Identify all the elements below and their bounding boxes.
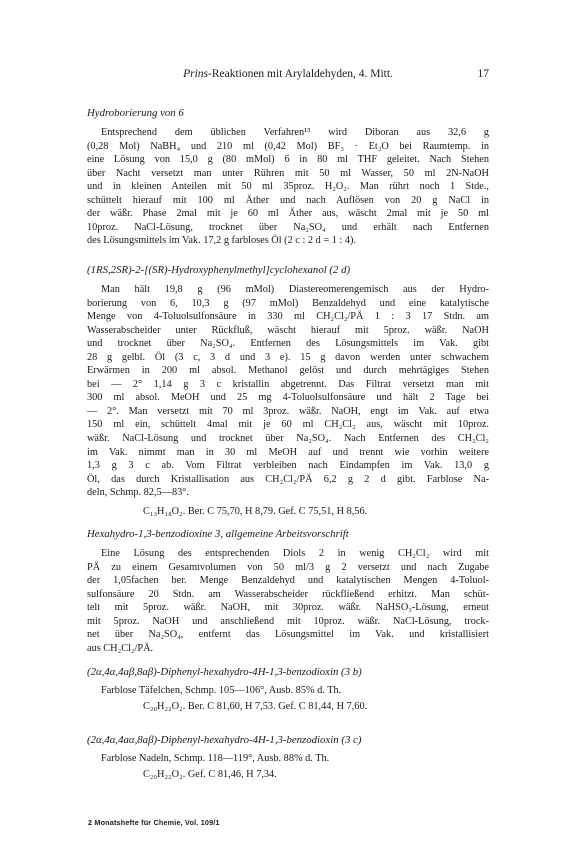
page xyxy=(87,68,489,84)
text-line: (0,28 Mol) NaBH₄ und 210 ml (0,42 Mol) BF₃ · Et₂O bei Raumtemp. in xyxy=(87,140,489,152)
text-line: des Lösungsmittels im Vak. 17,2 g farbloses Öl (2 c : 2 d = 1 : 4). xyxy=(87,235,357,247)
section-paragraph xyxy=(87,684,489,698)
text-line: borierung von 6, 10,3 g (97 mMol) Benzaldehyd und eine katalytische xyxy=(87,297,489,309)
text-line: Öl, das durch Kristallisation aus CH₂Cl₂/PÄ 6,2 g 2 d gibt. Farblose Na- xyxy=(87,473,489,485)
text-line: bei — 2° 1,14 g 3 c kristallin abgetrennt. Das Filtrat versetzt man mit xyxy=(87,378,489,390)
page-number: 17 xyxy=(477,68,489,80)
text-line: 1,3 g 3 c ab. Vom Filtrat verbleiben nach Eindampfen im Vak. 13,0 g xyxy=(87,460,489,472)
text-line: mit 5proz. NaOH und anschließend mit 10proz. wäßr. NaCl-Lösung, trock- xyxy=(87,615,489,627)
section-benzodioxine-general xyxy=(87,527,489,655)
text-line: Wasserabscheider unter Rückfluß, wäscht hierauf mit 5proz. wäßr. NaOH xyxy=(87,324,489,336)
text-line: Entsprechend dem üblichen Verfahren¹³ wird Diboran aus 32,6 g xyxy=(101,127,489,138)
text-line: wäßr. NaCl-Lösung und trocknet über Na₂SO₄. Nach Entfernen des CH₂Cl₂ xyxy=(87,433,489,445)
elemental-analysis: C₂₀H₂₂O₂. Gef. C 81,46, H 7,34. xyxy=(143,768,277,780)
section-paragraph xyxy=(87,283,489,500)
text-line: der 1,05fachen ber. Menge Benzaldehyd und katalytischen Mengen 4-Toluol- xyxy=(87,575,489,587)
section-paragraph xyxy=(87,126,489,248)
text-line: Menge von 4-Toluolsulfonsäure in 330 ml CH₂Cl₂/PÄ 1 : 3 17 Stdn. am xyxy=(87,311,489,323)
section-hydroborierung xyxy=(87,106,489,248)
text-line: eine Lösung von 15,0 g (80 mMol) 6 in 80 ml THF geleitet. Nach Stehen xyxy=(87,154,489,166)
text-line: und in kleinen Anteilen mit 50 ml 35proz. H₂O₂. Man rührt noch 1 Stde., xyxy=(87,181,489,193)
section-cyclohexanol-2d xyxy=(87,263,489,519)
section-paragraph xyxy=(87,752,489,766)
text-line: 10proz. NaCl-Lösung, trocknet über Na₂SO₄ und erhält nach Entfernen xyxy=(87,221,489,233)
text-line: der wäßr. Phase 2mal mit je 60 ml Äther aus, wäscht 2mal mit je 50 ml xyxy=(87,208,489,220)
text-line: schüttelt hierauf mit 100 ml Äther und nach Auflösen von 20 g NaCl in xyxy=(87,194,489,206)
running-header xyxy=(87,68,489,84)
text-line: Man hält 19,8 g (96 mMol) Diastereomerengemisch aus der Hydro- xyxy=(101,284,489,295)
text-line: über Nacht versetzt man unter Rühren mit 50 ml Wasser, 50 ml 2N-NaOH xyxy=(87,167,489,179)
running-title xyxy=(87,68,489,80)
text-line: 300 ml absol. MeOH und 25 mg 4-Toluolsulfonsäure und hält 2 Tage bei xyxy=(87,392,489,404)
text-line: und trocknet über Na₂SO₄. Entfernen des Lösungsmittels im Vak. gibt xyxy=(87,338,489,350)
text-line: aus CH₂Cl₂/PÄ. xyxy=(87,642,154,654)
text-line: Erwärmen in 200 ml absol. Methanol gelöst und durch mehrtägiges Stehen xyxy=(87,365,489,377)
section-heading: (2α,4α,4aα,8aβ)-Diphenyl-hexahydro-4H-1,3-benzodioxin (3 c) xyxy=(87,734,362,746)
running-title-rest: -Reaktionen mit Arylaldehyden, 4. Mitt. xyxy=(207,68,393,80)
text-line: sulfonsäure 20 Stdn. am Wasserabscheider rückfließend erhitzt. Man schüt- xyxy=(87,588,489,600)
section-heading: Hydroborierung von 6 xyxy=(87,107,184,119)
page-footer: 2 Monatshefte für Chemie, Vol. 109/1 xyxy=(88,818,220,827)
text-line: Eine Lösung des entsprechenden Diols 2 in wenig CH₂Cl₂ wird mit xyxy=(101,548,489,559)
text-line: 28 g gelbl. Öl (3 c, 3 d und 3 e). 15 g davon werden unter schwachem xyxy=(87,351,489,363)
text-line: deln, Schmp. 82,5—83°. xyxy=(87,487,189,499)
running-title-italic: Prins xyxy=(183,68,208,80)
text-line: im Vak. nimmt man in 30 ml MeOH auf und trennt wie vorhin weitere xyxy=(87,446,489,458)
text-line: 150 ml ein, schüttelt 4mal mit je 60 ml CH₂Cl₂ aus, wäscht mit 10proz. xyxy=(87,419,489,431)
text-line: telt mit 5proz. wäßr. NaOH, mit 30proz. wäßr. NaHSO₃-Lösung, erneut xyxy=(87,602,489,614)
text-line: Farblose Nadeln, Schmp. 118—119°, Ausb. 88% d. Th. xyxy=(101,753,330,764)
elemental-analysis: C₂₀H₂₂O₂. Ber. C 81,60, H 7,53. Gef. C 81,44, H 7,60. xyxy=(143,700,368,712)
text-line: net über Na₂SO₄, entfernt das Lösungsmittel im Vak. und kristallisiert xyxy=(87,629,489,641)
section-heading: Hexahydro-1,3-benzodioxine 3, allgemeine Arbeitsvorschrift xyxy=(87,528,349,540)
section-heading: (1RS,2SR)-2-[(SR)-Hydroxyphenylmethyl]cyclohexanol (2 d) xyxy=(87,264,351,276)
section-heading: (2α,4α,4aβ,8aβ)-Diphenyl-hexahydro-4H-1,3-benzodioxin (3 b) xyxy=(87,666,362,678)
text-line: — 2°. Man versetzt mit 70 ml 3proz. wäßr. NaOH, engt im Vak. auf etwa xyxy=(87,405,489,417)
text-line: Farblose Täfelchen, Schmp. 105—106°, Ausb. 85% d. Th. xyxy=(101,685,342,696)
text-line: PÄ zu einem Gesamtvolumen von 50 ml/3 g 2 versetzt und nach Zugabe xyxy=(87,561,489,573)
section-paragraph xyxy=(87,547,489,655)
section-compound-3c xyxy=(87,733,489,782)
section-compound-3b xyxy=(87,665,489,714)
elemental-analysis: C₁₃H₁₈O₂. Ber. C 75,70, H 8,79. Gef. C 75,51, H 8,56. xyxy=(143,505,368,517)
